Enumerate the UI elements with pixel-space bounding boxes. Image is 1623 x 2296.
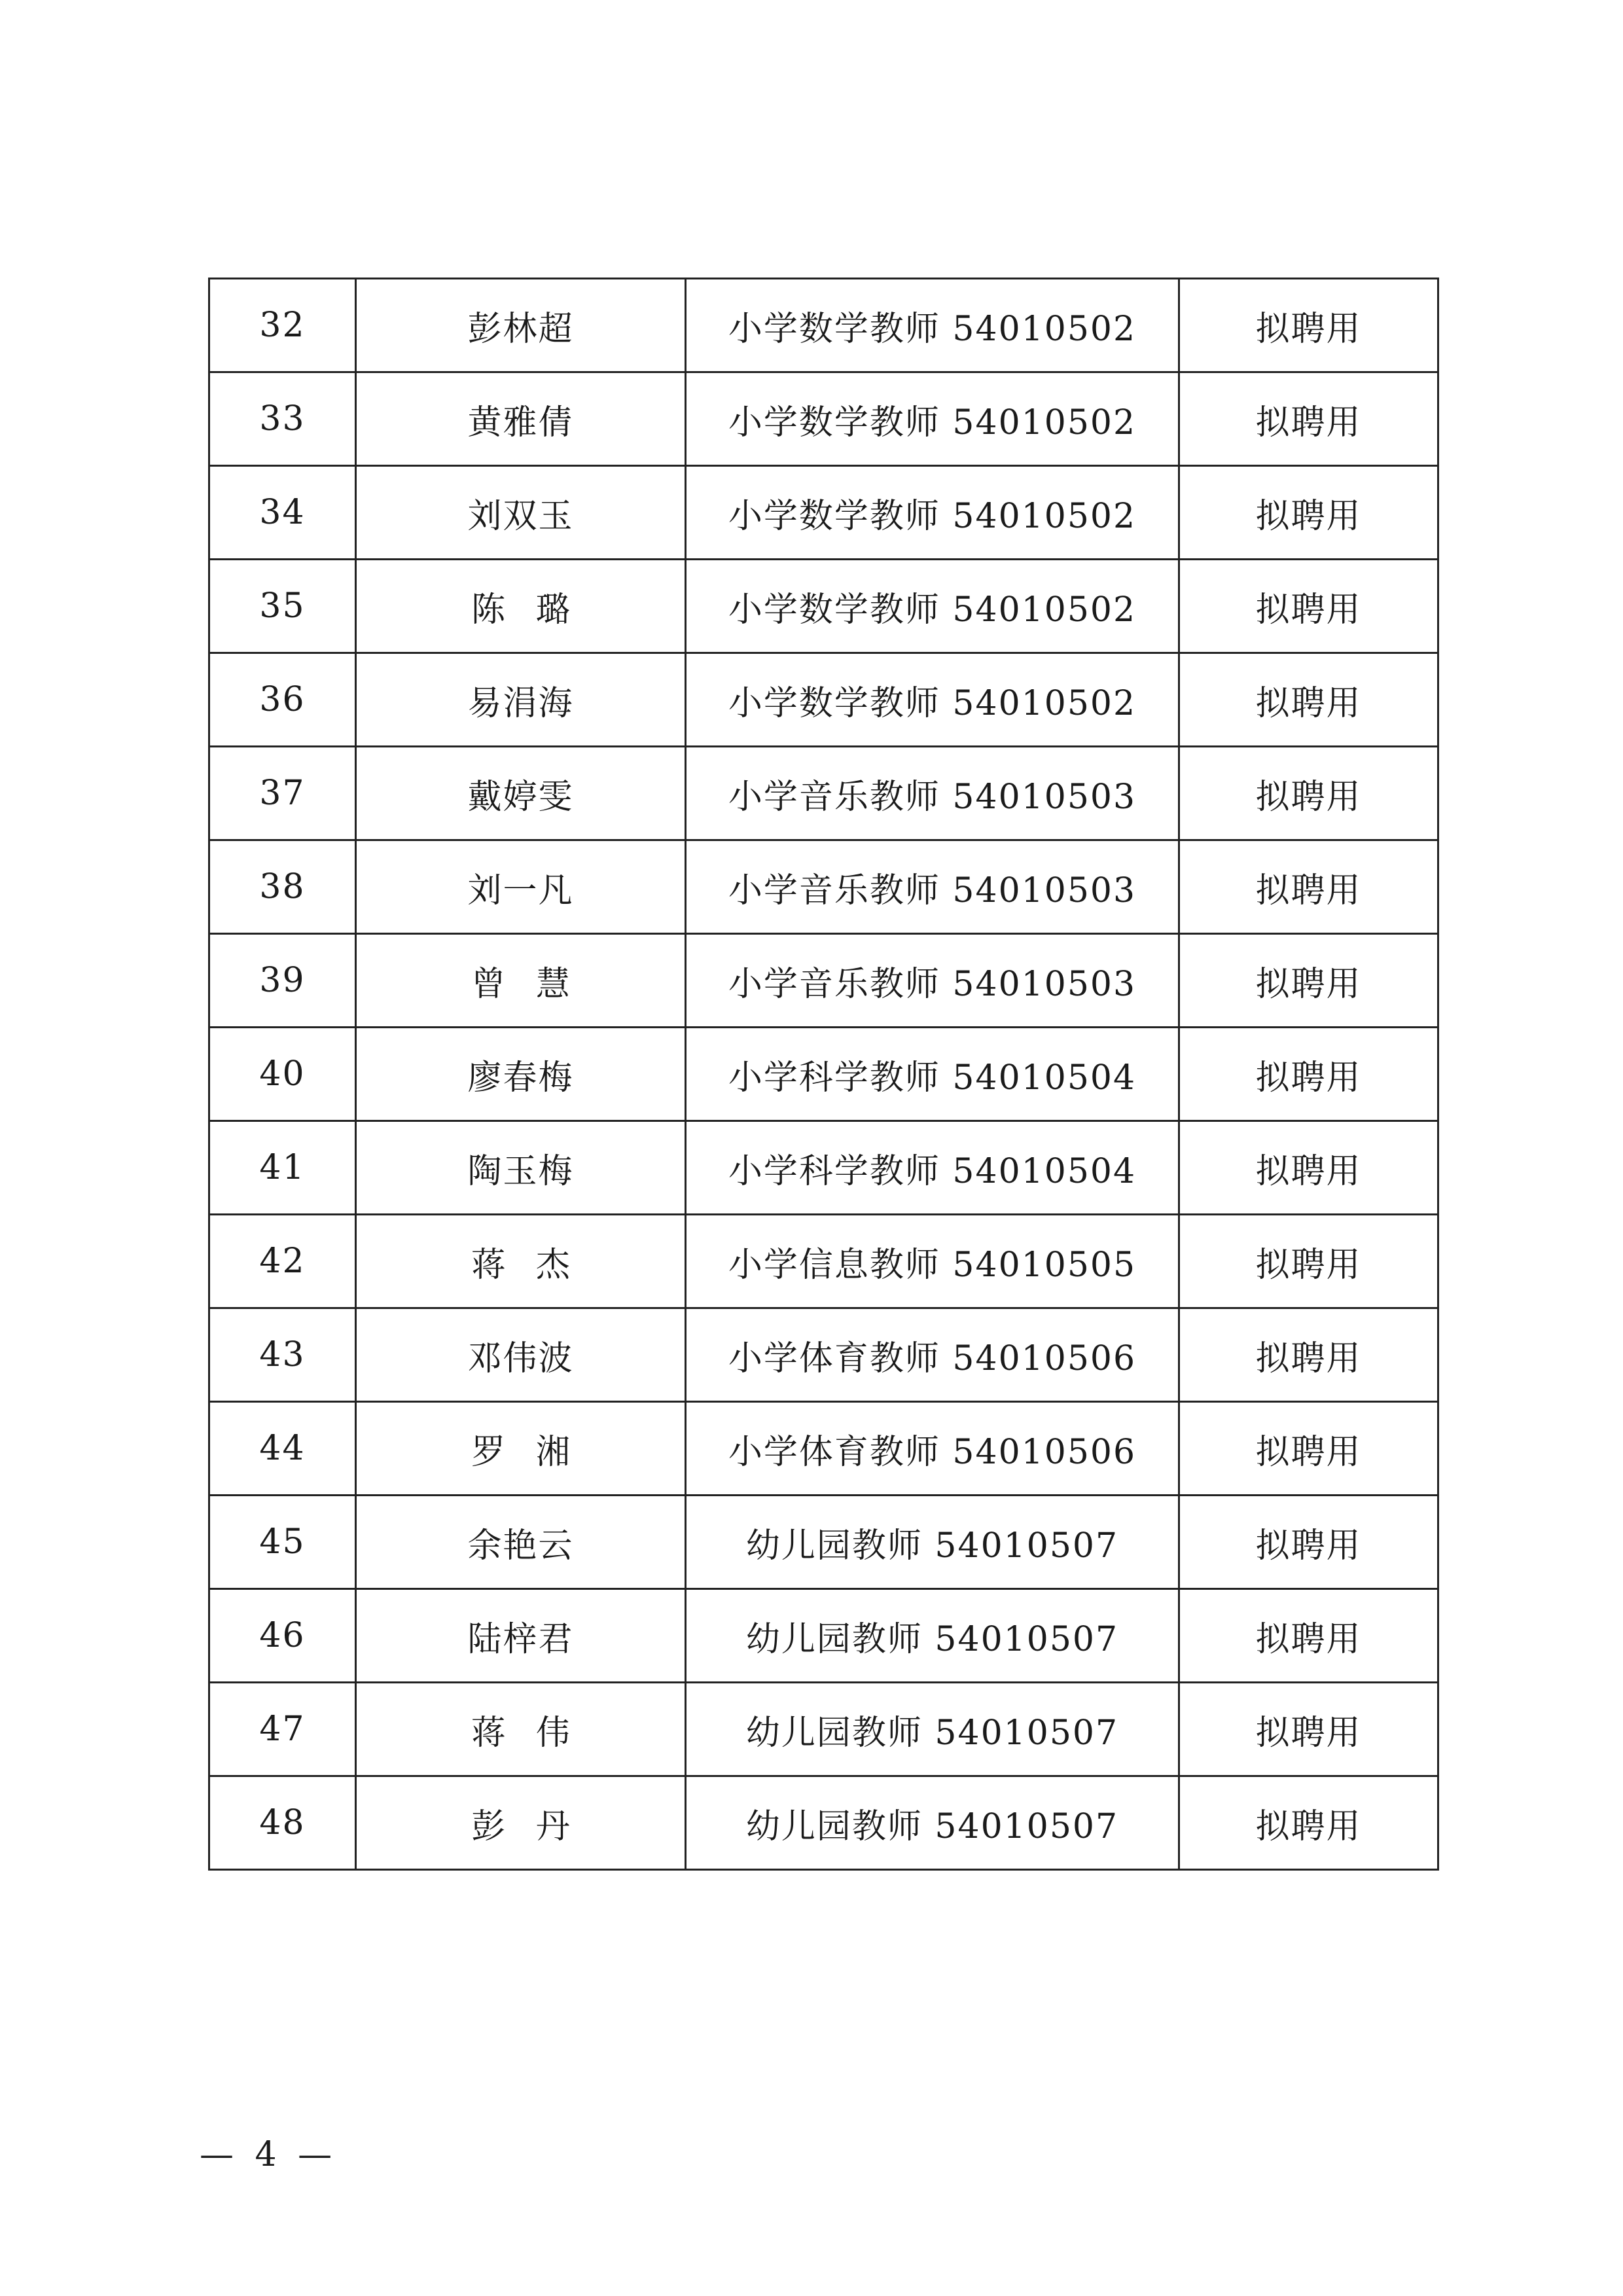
hiring-status: 拟聘用 <box>1179 747 1438 840</box>
table-row <box>209 1028 1438 1121</box>
position-code: 小学科学教师 54010504 <box>686 1028 1179 1121</box>
hiring-status: 拟聘用 <box>1179 560 1438 653</box>
table-row <box>209 747 1438 840</box>
row-number: 34 <box>209 466 356 560</box>
table-row <box>209 1308 1438 1402</box>
table-row <box>209 279 1438 372</box>
row-number: 40 <box>209 1028 356 1121</box>
candidate-name: 刘一凡 <box>356 840 686 934</box>
hiring-status: 拟聘用 <box>1179 466 1438 560</box>
candidate-name: 蒋伟 <box>356 1683 686 1776</box>
table-row <box>209 934 1438 1028</box>
position-code: 幼儿园教师 54010507 <box>686 1589 1179 1683</box>
position-code: 小学科学教师 54010504 <box>686 1121 1179 1215</box>
candidate-name: 戴婷雯 <box>356 747 686 840</box>
hiring-status: 拟聘用 <box>1179 1028 1438 1121</box>
table-row <box>209 1121 1438 1215</box>
candidate-name: 黄雅倩 <box>356 372 686 466</box>
row-number: 41 <box>209 1121 356 1215</box>
hiring-status: 拟聘用 <box>1179 653 1438 747</box>
candidate-name: 曾慧 <box>356 934 686 1028</box>
candidate-name: 陆梓君 <box>356 1589 686 1683</box>
hiring-roster-table <box>208 278 1439 1871</box>
candidate-name: 余艳云 <box>356 1496 686 1589</box>
table-row <box>209 1496 1438 1589</box>
row-number: 32 <box>209 279 356 372</box>
hiring-status: 拟聘用 <box>1179 934 1438 1028</box>
position-code: 小学数学教师 54010502 <box>686 279 1179 372</box>
position-code: 小学数学教师 54010502 <box>686 466 1179 560</box>
table-row <box>209 1215 1438 1308</box>
hiring-status: 拟聘用 <box>1179 1589 1438 1683</box>
position-code: 小学数学教师 54010502 <box>686 560 1179 653</box>
row-number: 33 <box>209 372 356 466</box>
row-number: 48 <box>209 1776 356 1870</box>
row-number: 44 <box>209 1402 356 1496</box>
position-code: 小学体育教师 54010506 <box>686 1308 1179 1402</box>
row-number: 35 <box>209 560 356 653</box>
position-code: 幼儿园教师 54010507 <box>686 1683 1179 1776</box>
page-number: — 4 — <box>200 2135 338 2174</box>
candidate-name: 陈璐 <box>356 560 686 653</box>
hiring-status: 拟聘用 <box>1179 1308 1438 1402</box>
position-code: 小学音乐教师 54010503 <box>686 840 1179 934</box>
row-number: 43 <box>209 1308 356 1402</box>
hiring-status: 拟聘用 <box>1179 1215 1438 1308</box>
position-code: 幼儿园教师 54010507 <box>686 1776 1179 1870</box>
position-code: 幼儿园教师 54010507 <box>686 1496 1179 1589</box>
table-row <box>209 1402 1438 1496</box>
row-number: 47 <box>209 1683 356 1776</box>
row-number: 45 <box>209 1496 356 1589</box>
row-number: 37 <box>209 747 356 840</box>
table-row <box>209 1683 1438 1776</box>
row-number: 39 <box>209 934 356 1028</box>
hiring-status: 拟聘用 <box>1179 279 1438 372</box>
candidate-name: 刘双玉 <box>356 466 686 560</box>
candidate-name: 蒋杰 <box>356 1215 686 1308</box>
position-code: 小学数学教师 54010502 <box>686 372 1179 466</box>
candidate-name: 彭丹 <box>356 1776 686 1870</box>
hiring-status: 拟聘用 <box>1179 1776 1438 1870</box>
position-code: 小学数学教师 54010502 <box>686 653 1179 747</box>
position-code: 小学信息教师 54010505 <box>686 1215 1179 1308</box>
candidate-name: 罗湘 <box>356 1402 686 1496</box>
table-row <box>209 653 1438 747</box>
candidate-name: 陶玉梅 <box>356 1121 686 1215</box>
candidate-name: 廖春梅 <box>356 1028 686 1121</box>
row-number: 36 <box>209 653 356 747</box>
hiring-status: 拟聘用 <box>1179 840 1438 934</box>
roster-table-body <box>209 279 1438 1870</box>
candidate-name: 彭林超 <box>356 279 686 372</box>
candidate-name: 邓伟波 <box>356 1308 686 1402</box>
position-code: 小学体育教师 54010506 <box>686 1402 1179 1496</box>
position-code: 小学音乐教师 54010503 <box>686 934 1179 1028</box>
row-number: 46 <box>209 1589 356 1683</box>
table-row <box>209 372 1438 466</box>
hiring-status: 拟聘用 <box>1179 1683 1438 1776</box>
hiring-status: 拟聘用 <box>1179 1402 1438 1496</box>
hiring-status: 拟聘用 <box>1179 1496 1438 1589</box>
table-row <box>209 466 1438 560</box>
hiring-status: 拟聘用 <box>1179 372 1438 466</box>
table-row <box>209 1589 1438 1683</box>
position-code: 小学音乐教师 54010503 <box>686 747 1179 840</box>
row-number: 38 <box>209 840 356 934</box>
hiring-status: 拟聘用 <box>1179 1121 1438 1215</box>
table-row <box>209 840 1438 934</box>
table-row <box>209 560 1438 653</box>
candidate-name: 易涓海 <box>356 653 686 747</box>
row-number: 42 <box>209 1215 356 1308</box>
table-row <box>209 1776 1438 1870</box>
